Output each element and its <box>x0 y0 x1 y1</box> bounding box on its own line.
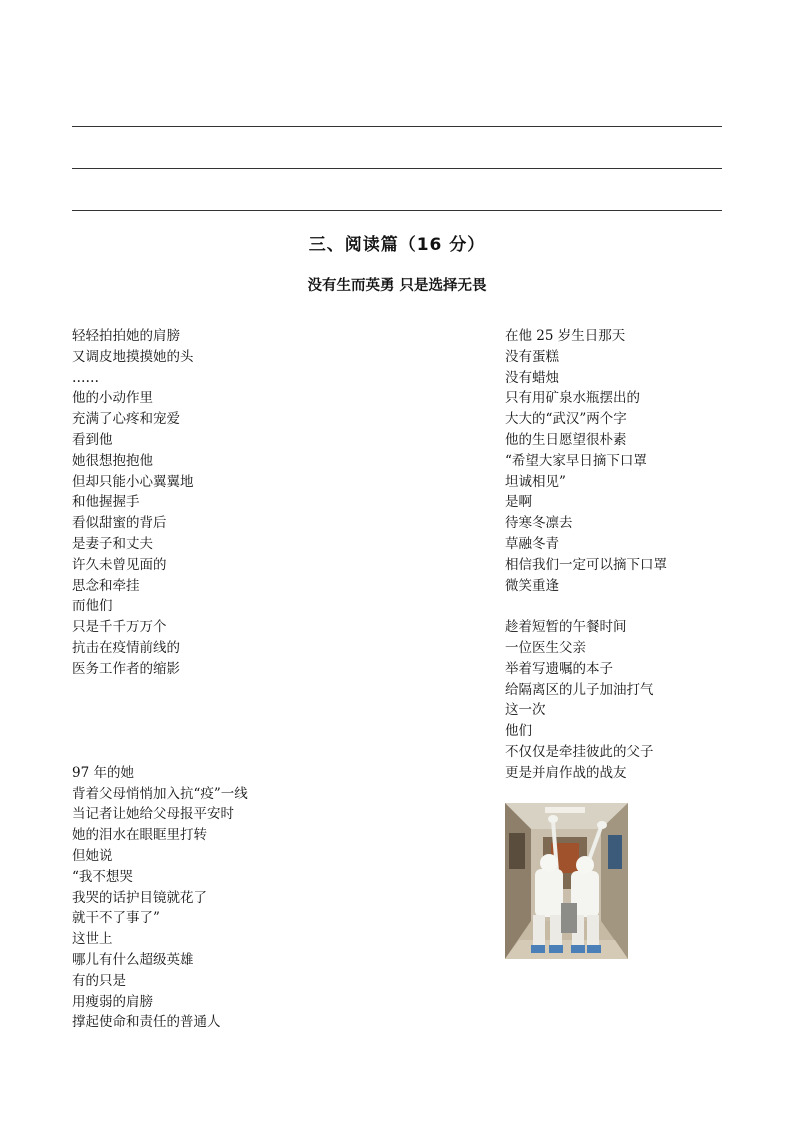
poem-line: 微笑重逢 <box>505 577 559 594</box>
poem-line: …… <box>72 369 99 386</box>
poem-line: 是啊 <box>505 494 532 511</box>
poem-line: 但却只能小心翼翼地 <box>72 473 194 490</box>
article-title: 没有生而英勇 只是选择无畏 <box>307 278 487 294</box>
poem-right-column <box>505 326 667 784</box>
poem-line: 待寒冬凛去 <box>505 515 573 532</box>
poem-line: 不仅仅是牵挂彼此的父子 <box>505 743 654 760</box>
answer-line-1 <box>72 126 722 127</box>
poem-line: 大大的“武汉”两个字 <box>505 411 627 428</box>
poem-line: 看似甜蜜的背后 <box>72 515 167 532</box>
poem-line: “我不想哭 <box>72 868 133 885</box>
poem-line: 一位医生父亲 <box>505 639 586 656</box>
poem-line: 没有蛋糕 <box>505 348 559 365</box>
poem-line: 趁着短暂的午餐时间 <box>505 619 627 636</box>
poem-line: “希望大家早日摘下口罩 <box>505 452 647 469</box>
section-heading: 三、阅读篇（16 分） <box>308 235 486 255</box>
poem-line: 当记者让她给父母报平安时 <box>72 806 234 823</box>
poem-line: 没有蜡烛 <box>505 369 559 386</box>
poem-line: 有的只是 <box>72 972 126 989</box>
poem-line: 抗击在疫情前线的 <box>72 639 180 656</box>
poem-line: 更是并肩作战的战友 <box>505 764 627 781</box>
poem-line: 用瘦弱的肩膀 <box>72 993 153 1010</box>
poem-line: 给隔离区的儿子加油打气 <box>505 681 654 698</box>
answer-line-2 <box>72 168 722 169</box>
poem-line: 医务工作者的缩影 <box>72 660 180 677</box>
medical-workers-photo <box>505 803 628 959</box>
poem-line: 他的生日愿望很朴素 <box>505 431 627 448</box>
poem-line: 和他握握手 <box>72 494 140 511</box>
poem-line: 相信我们一定可以摘下口罩 <box>505 556 667 573</box>
poem-line: 她很想抱抱他 <box>72 452 153 469</box>
poem-line: 又调皮地摸摸她的头 <box>72 348 194 365</box>
poem-line: 是妻子和丈夫 <box>72 535 153 552</box>
poem-line: 举着写遗嘱的本子 <box>505 660 613 677</box>
poem-left-column <box>72 326 248 1033</box>
poem-line: 这一次 <box>505 702 546 719</box>
poem-line: 撑起使命和责任的普通人 <box>72 1014 221 1031</box>
poem-line: 而他们 <box>72 598 113 615</box>
poem-line: 她的泪水在眼眶里打转 <box>72 827 207 844</box>
poem-line: 坦诚相见” <box>505 473 566 490</box>
answer-line-3 <box>72 210 722 211</box>
poem-line: 草融冬青 <box>505 535 559 552</box>
poem-line: 只是千千万万个 <box>72 619 167 636</box>
poem-line: 97 年的她 <box>72 764 134 781</box>
poem-line: 哪儿有什么超级英雄 <box>72 951 194 968</box>
poem-line: 他们 <box>505 723 532 740</box>
poem-line: 许久未曾见面的 <box>72 556 167 573</box>
poem-line: 就干不了事了” <box>72 910 160 927</box>
poem-line: 背着父母悄悄加入抗“疫”一线 <box>72 785 248 802</box>
poem-line: 这世上 <box>72 931 113 948</box>
poem-line: 他的小动作里 <box>72 390 153 407</box>
poem-line: 但她说 <box>72 847 113 864</box>
poem-line: 看到他 <box>72 431 113 448</box>
poem-line: 在他 25 岁生日那天 <box>505 328 626 344</box>
poem-line: 我哭的话护目镜就花了 <box>72 889 207 906</box>
poem-line: 思念和牵挂 <box>72 577 140 594</box>
poem-line: 充满了心疼和宠爱 <box>72 411 180 428</box>
poem-line: 轻轻拍拍她的肩膀 <box>72 328 180 344</box>
poem-line: 只有用矿泉水瓶摆出的 <box>505 390 640 407</box>
